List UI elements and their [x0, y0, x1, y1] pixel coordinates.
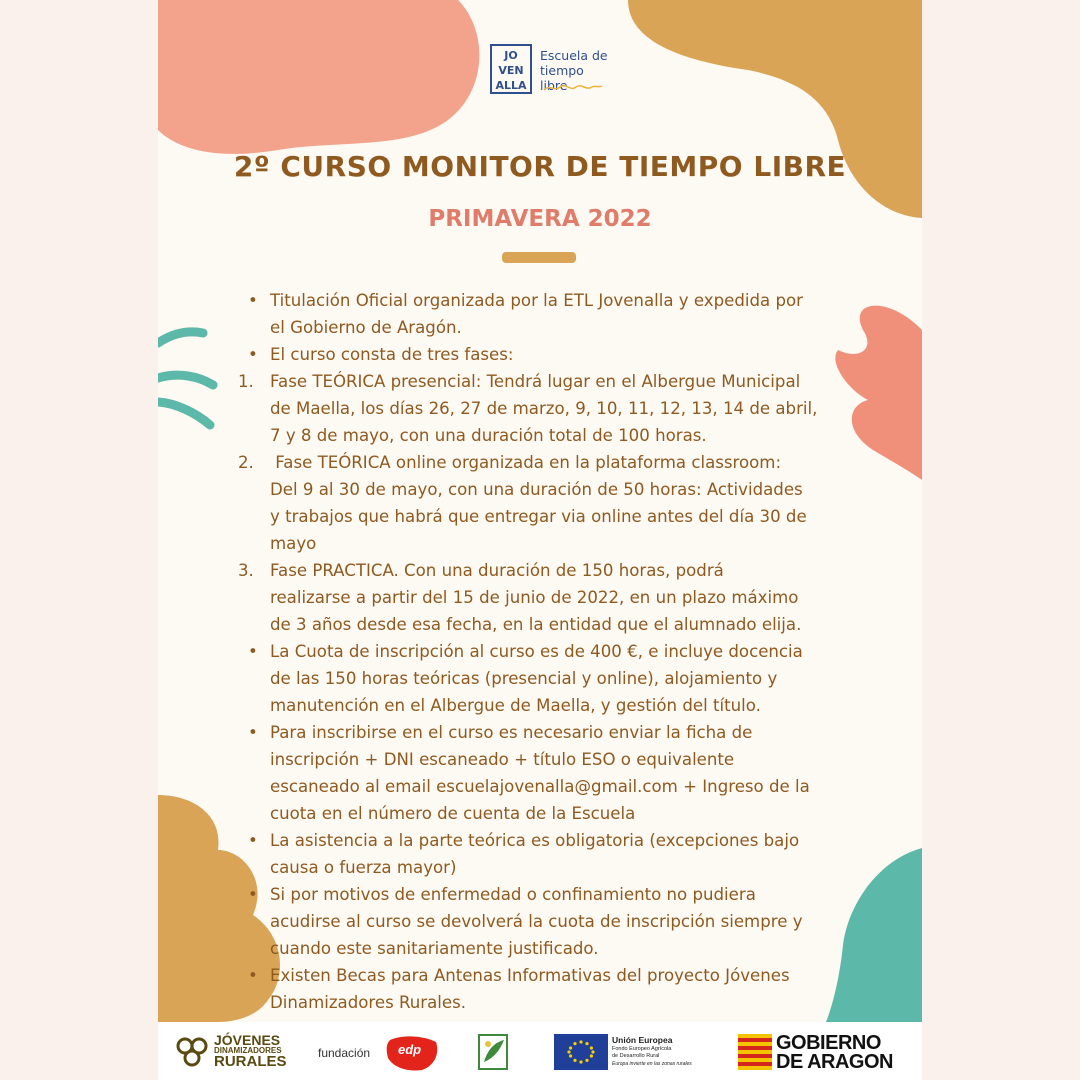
eu-flag-icon [554, 1034, 608, 1070]
bullet-marker: • [248, 291, 258, 310]
page-subtitle: PRIMAVERA 2022 [428, 206, 652, 232]
info-item [238, 368, 848, 449]
aragon-flag-icon [738, 1034, 772, 1070]
union-europea-logo [554, 1022, 714, 1080]
jovenes-dinamizadores-logo [170, 1022, 300, 1080]
info-item [248, 287, 848, 341]
ue-text [612, 1034, 692, 1069]
gobierno-word: GOBIERNO [776, 1032, 881, 1054]
info-line: de Maella, los días 26, 27 de marzo, 9, 10, 11, 12, 13, 14 de abril, [270, 399, 818, 418]
page-title: 2º CURSO MONITOR DE TIEMPO LIBRE [233, 150, 847, 183]
info-line: Titulación Oficial organizada por la ETL Jovenalla y expedida por [270, 291, 803, 310]
teal-arc-3 [158, 402, 210, 425]
info-line: Para inscribirse en el curso es necesario enviar la ficha de [270, 723, 753, 742]
info-line: El curso consta de tres fases: [270, 345, 514, 364]
info-line: Del 9 al 30 de mayo, con una duración de 50 horas: Actividades [270, 480, 803, 499]
info-line: manutención en el Albergue de Maella, y gestión del título. [270, 696, 761, 715]
fundacion-edp-logo [318, 1022, 442, 1080]
number-marker: 3. [238, 561, 254, 580]
poster [158, 0, 922, 1080]
logo-box-line: ALLA [495, 79, 527, 92]
info-line: 7 y 8 de mayo, con una duración total de 100 horas. [270, 426, 707, 445]
edp-text: edp [398, 1042, 422, 1057]
gobierno-aragon-logo [738, 1022, 908, 1080]
info-line: Fase TEÓRICA presencial: Tendrá lugar en el Albergue Municipal [270, 372, 801, 391]
de-aragon-word: DE ARAGON [776, 1051, 893, 1073]
info-item [248, 638, 848, 719]
info-line: de 3 años desde esa fecha, en la entidad que el alumnado elija. [270, 615, 802, 634]
info-line: La asistencia a la parte teórica es obligatoria (excepciones bajo [270, 831, 800, 850]
logo-text-line: tiempo libre [540, 63, 584, 93]
number-marker: 2. [238, 453, 254, 472]
info-line: de las 150 horas teóricas (presencial y online), alojamiento y [270, 669, 778, 688]
divider [502, 252, 576, 263]
jovenalla-logo [490, 44, 614, 100]
bullet-marker: • [248, 831, 258, 850]
info-line: causa o fuerza mayor) [270, 858, 457, 877]
mustard-blob-top-right [628, 0, 922, 218]
info-line: inscripción + DNI escaneado + título ESO o equivalente [270, 750, 735, 769]
info-line: cuota en el número de cuenta de la Escuela [270, 804, 636, 823]
info-item [248, 341, 848, 368]
jovenes-word: JÓVENES [214, 1032, 281, 1048]
ue-line1: Fondo Europeo Agrícola [612, 1046, 672, 1052]
jovenes-text [214, 1034, 287, 1068]
bullet-marker: • [248, 723, 258, 742]
info-line: cuando este sanitariamente justificado. [270, 939, 599, 958]
footer-logos [158, 1022, 922, 1080]
course-info-list [238, 287, 848, 1016]
info-item [238, 449, 848, 557]
number-marker: 1. [238, 372, 254, 391]
logo-text-line: Escuela de [540, 48, 608, 63]
info-line: realizarse a partir del 15 de junio de 2022, en un plazo máximo [270, 588, 799, 607]
info-line: el Gobierno de Aragón. [270, 318, 462, 337]
teal-arc-2 [158, 375, 213, 385]
info-item [248, 881, 848, 962]
gobierno-text [776, 1034, 893, 1072]
logo-box-line: VEN [498, 64, 524, 77]
logo-box [490, 44, 532, 94]
info-item [248, 962, 848, 1016]
info-item [248, 719, 848, 827]
info-line: Fase TEÓRICA online organizada en la plataforma classroom: [270, 453, 782, 472]
info-item [238, 557, 848, 638]
dinamizadores-word: DINAMIZADORES [214, 1046, 282, 1055]
info-line: Existen Becas para Antenas Informativas del proyecto Jóvenes [270, 966, 790, 985]
info-line: acudirse al curso se devolverá la cuota de inscripción siempre y [270, 912, 803, 931]
clover-icon [172, 1032, 212, 1072]
info-line: y trabajos que habrá que entregar via online antes del día 30 de [270, 507, 807, 526]
squiggle-icon [542, 82, 604, 94]
info-line: mayo [270, 534, 317, 553]
leader-leaf-icon [478, 1034, 508, 1070]
info-line: Si por motivos de enfermedad o confinamiento no pudiera [270, 885, 756, 904]
rurales-word: RURALES [214, 1053, 287, 1070]
fundacion-text: fundación [318, 1046, 371, 1060]
bullet-marker: • [248, 885, 258, 904]
bullet-marker: • [248, 642, 258, 661]
coral-blob-top-left [158, 0, 479, 154]
coral-leaf-right [835, 306, 922, 480]
ue-line3: Europa invierte en las zonas rurales [612, 1061, 692, 1067]
teal-arc-1 [158, 332, 203, 343]
logo-box-line: JO [504, 49, 518, 62]
bullet-marker: • [248, 966, 258, 985]
info-line: La Cuota de inscripción al curso es de 400 €, e incluye docencia [270, 642, 803, 661]
info-line: escaneado al email escuelajovenalla@gmail.com + Ingreso de la [270, 777, 810, 796]
bullet-marker: • [248, 345, 258, 364]
ue-title: Unión Europea [612, 1035, 673, 1045]
info-line: Fase PRACTICA. Con una duración de 150 horas, podrá [270, 561, 724, 580]
info-line: Dinamizadores Rurales. [270, 993, 467, 1012]
leader-logo [476, 1022, 518, 1080]
info-item [248, 827, 848, 881]
ue-line2: de Desarrollo Rural [612, 1053, 660, 1059]
